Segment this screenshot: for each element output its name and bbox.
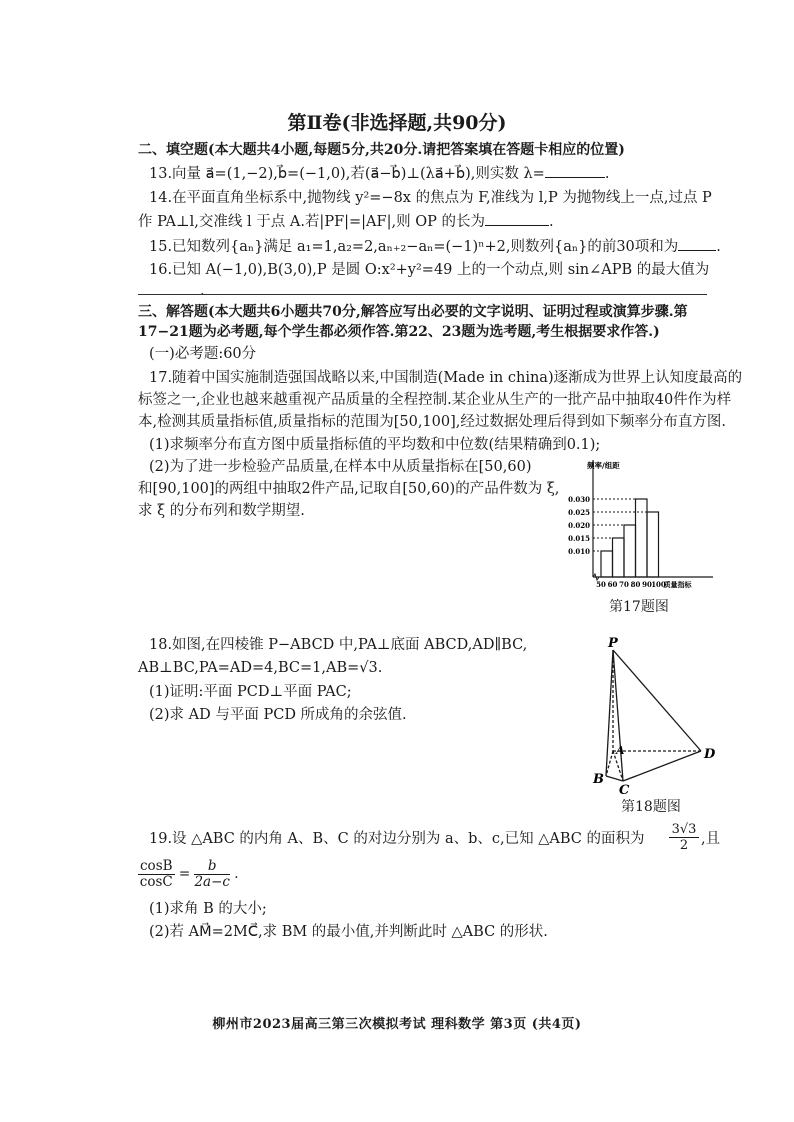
question-15-text: 15.已知数列{aₙ}满足 a₁=1,a₂=2,aₙ₊₂−aₙ=(−1)ⁿ+2,则数列{aₙ}的前30项和为 bbox=[149, 239, 679, 255]
question-16: 16.已知 A(−1,0),B(3,0),P 是圆 O:x²+y²=49 上的一个动点,则 sin∠APB 的最大值为 bbox=[149, 262, 710, 278]
answer-blank-15 bbox=[678, 236, 716, 251]
answer-blank-16 bbox=[138, 280, 200, 295]
edge-BC bbox=[606, 776, 623, 781]
question-17-line3: 本,检测其质量指标值,质量指标的范围为[50,100],经过数据处理后得到如下频率分布直方图. bbox=[138, 414, 726, 430]
frequency-histogram bbox=[548, 455, 723, 595]
x-tick-label: 60 bbox=[607, 580, 618, 589]
y-tick-label: 0.010 bbox=[568, 547, 590, 556]
answer-blank-14 bbox=[485, 211, 549, 226]
y-tick-label: 0.020 bbox=[568, 521, 590, 530]
question-18-part1: (1)证明:平面 PCD⊥平面 PAC; bbox=[149, 684, 352, 700]
histogram-bar bbox=[613, 538, 625, 577]
question-18-part2: (2)求 AD 与平面 PCD 所成角的余弦值. bbox=[149, 707, 407, 723]
question-19-line1 bbox=[149, 830, 644, 848]
required-subsection: (一)必考题:60分 bbox=[149, 346, 257, 362]
question-13: 13.向量 a⃗=(1,−2),b⃗=(−1,0),若(a⃗−b⃗)⊥(λa⃗+b⃗),则实数 λ= . bbox=[149, 163, 609, 183]
question-17-part1: (1)求频率分布直方图中质量指标值的平均数和中位数(结果精确到0.1); bbox=[149, 437, 601, 453]
question-13-text: 13.向量 a⃗=(1,−2),b⃗=(−1,0),若(a⃗−b⃗)⊥(λa⃗+b⃗),则实数 λ= bbox=[149, 166, 545, 182]
y-tick-label: 0.030 bbox=[568, 495, 590, 504]
side-ratio-denominator: 2a−c bbox=[194, 874, 230, 890]
histogram-bar bbox=[647, 512, 659, 577]
question-18-line2: AB⊥BC,PA=AD=4,BC=1,AB=√3. bbox=[138, 660, 383, 676]
question-19-part2: (2)若 AM⃗=2MC⃗,求 BM 的最小值,并判断此时 △ABC 的形状. bbox=[149, 924, 548, 940]
area-numerator: 3√3 bbox=[669, 822, 699, 838]
x-tick-label: 50 bbox=[596, 580, 606, 589]
page-title: 第Ⅱ卷(非选择题,共90分) bbox=[287, 112, 507, 134]
cos-ratio-numerator: cosB bbox=[140, 858, 173, 874]
edge-PC bbox=[613, 650, 623, 781]
cos-ratio-denominator: cosC bbox=[139, 874, 173, 890]
question-16-blank-line: . bbox=[138, 280, 205, 300]
pyramid-figure bbox=[584, 636, 724, 796]
question-14-line1: 14.在平面直角坐标系中,抛物线 y²=−8x 的焦点为 F,准线为 l,P 为抛物线上一点,过点 P bbox=[149, 190, 712, 206]
side-ratio-numerator: b bbox=[194, 859, 230, 875]
question-17-part2-line3: 求 ξ 的分布列和数学期望. bbox=[138, 503, 305, 519]
histogram-bar bbox=[636, 499, 648, 577]
condition-equation: $\frac{\cos B}{\cos C}$ = $\frac{b}{2a-c}$ . bbox=[139, 858, 239, 890]
question-17-line2: 标签之一,企业也越来越重视产品质量的全程控制.某企业从生产的一批产品中抽取40件作为样 bbox=[138, 392, 732, 408]
y-tick-label: 0.015 bbox=[568, 534, 590, 543]
histogram-bar bbox=[601, 551, 613, 577]
x-tick-label: 90 bbox=[642, 580, 652, 589]
histogram-bar bbox=[624, 525, 636, 577]
question-19-text: 19.设 △ABC 的内角 A、B、C 的对边分别为 a、b、c,已知 △ABC 的面积为 bbox=[149, 831, 645, 847]
question-18-line1: 18.如图,在四棱锥 P−ABCD 中,PA⊥底面 ABCD,AD∥BC, bbox=[149, 637, 528, 653]
question-17-line1: 17.随着中国实施制造强国战略以来,中国制造(Made in china)逐渐成为世界上认知度最高的 bbox=[149, 370, 743, 386]
question-17-part2-line1: (2)为了进一步检验产品质量,在样本中从质量指标在[50,60) bbox=[149, 459, 532, 475]
question-14-line2: 作 PA⊥l,交准线 l 于点 A.若|PF|=|AF|,则 OP 的长为 . bbox=[138, 211, 554, 231]
question-19-line1-end: ,且 bbox=[701, 831, 721, 847]
figure-18-caption: 第18题图 bbox=[621, 799, 681, 815]
solution-section-heading-line1: 三、解答题(本大题共6小题共70分,解答应写出必要的文字说明、证明过程或演算步骤.第 bbox=[138, 304, 688, 320]
side-ratio-fraction bbox=[194, 859, 230, 890]
area-denominator: 2 bbox=[679, 838, 689, 853]
y-tick-label: 0.025 bbox=[568, 508, 590, 517]
x-axis-label: 质量指标 bbox=[663, 580, 692, 589]
vertex-label-C: C bbox=[619, 783, 630, 796]
vertex-label-D: D bbox=[704, 747, 716, 762]
page-footer: 柳州市2023届高三第三次模拟考试 理科数学 第3页 (共4页) bbox=[212, 1017, 582, 1032]
x-tick-label: 80 bbox=[630, 580, 641, 589]
x-tick-label: 100 bbox=[651, 580, 666, 589]
question-15: 15.已知数列{aₙ}满足 a₁=1,a₂=2,aₙ₊₂−aₙ=(−1)ⁿ+2,则数列{aₙ}的前30项和为 . bbox=[149, 236, 721, 256]
fill-in-section-heading: 二、填空题(本大题共4小题,每题5分,共20分.请把答案填在答题卡相应的位置) bbox=[138, 142, 625, 158]
edge-PD bbox=[613, 650, 701, 751]
edge-CD bbox=[623, 751, 701, 781]
x-tick-label: 70 bbox=[619, 580, 629, 589]
cos-ratio-fraction bbox=[138, 859, 175, 890]
vertex-label-B: B bbox=[593, 772, 604, 787]
answer-blank-13 bbox=[545, 163, 605, 178]
vertex-label-A: A bbox=[616, 744, 625, 757]
area-fraction bbox=[669, 822, 699, 853]
solution-section-heading-line2: 17−21题为必考题,每个学生都必须作答.第22、23题为选考题,考生根据要求作答.) bbox=[138, 324, 660, 340]
figure-17-caption: 第17题图 bbox=[609, 599, 669, 615]
question-19-part1: (1)求角 B 的大小; bbox=[149, 901, 267, 917]
section-divider bbox=[138, 294, 707, 295]
question-17-part2-line2: 和[90,100]的两组中抽取2件产品,记取自[50,60)的产品件数为 ξ, bbox=[138, 481, 560, 497]
question-14-text: 作 PA⊥l,交准线 l 于点 A.若|PF|=|AF|,则 OP 的长为 bbox=[138, 214, 485, 230]
vertex-label-P: P bbox=[608, 636, 618, 651]
y-axis-label: 频率/组距 bbox=[587, 461, 620, 470]
